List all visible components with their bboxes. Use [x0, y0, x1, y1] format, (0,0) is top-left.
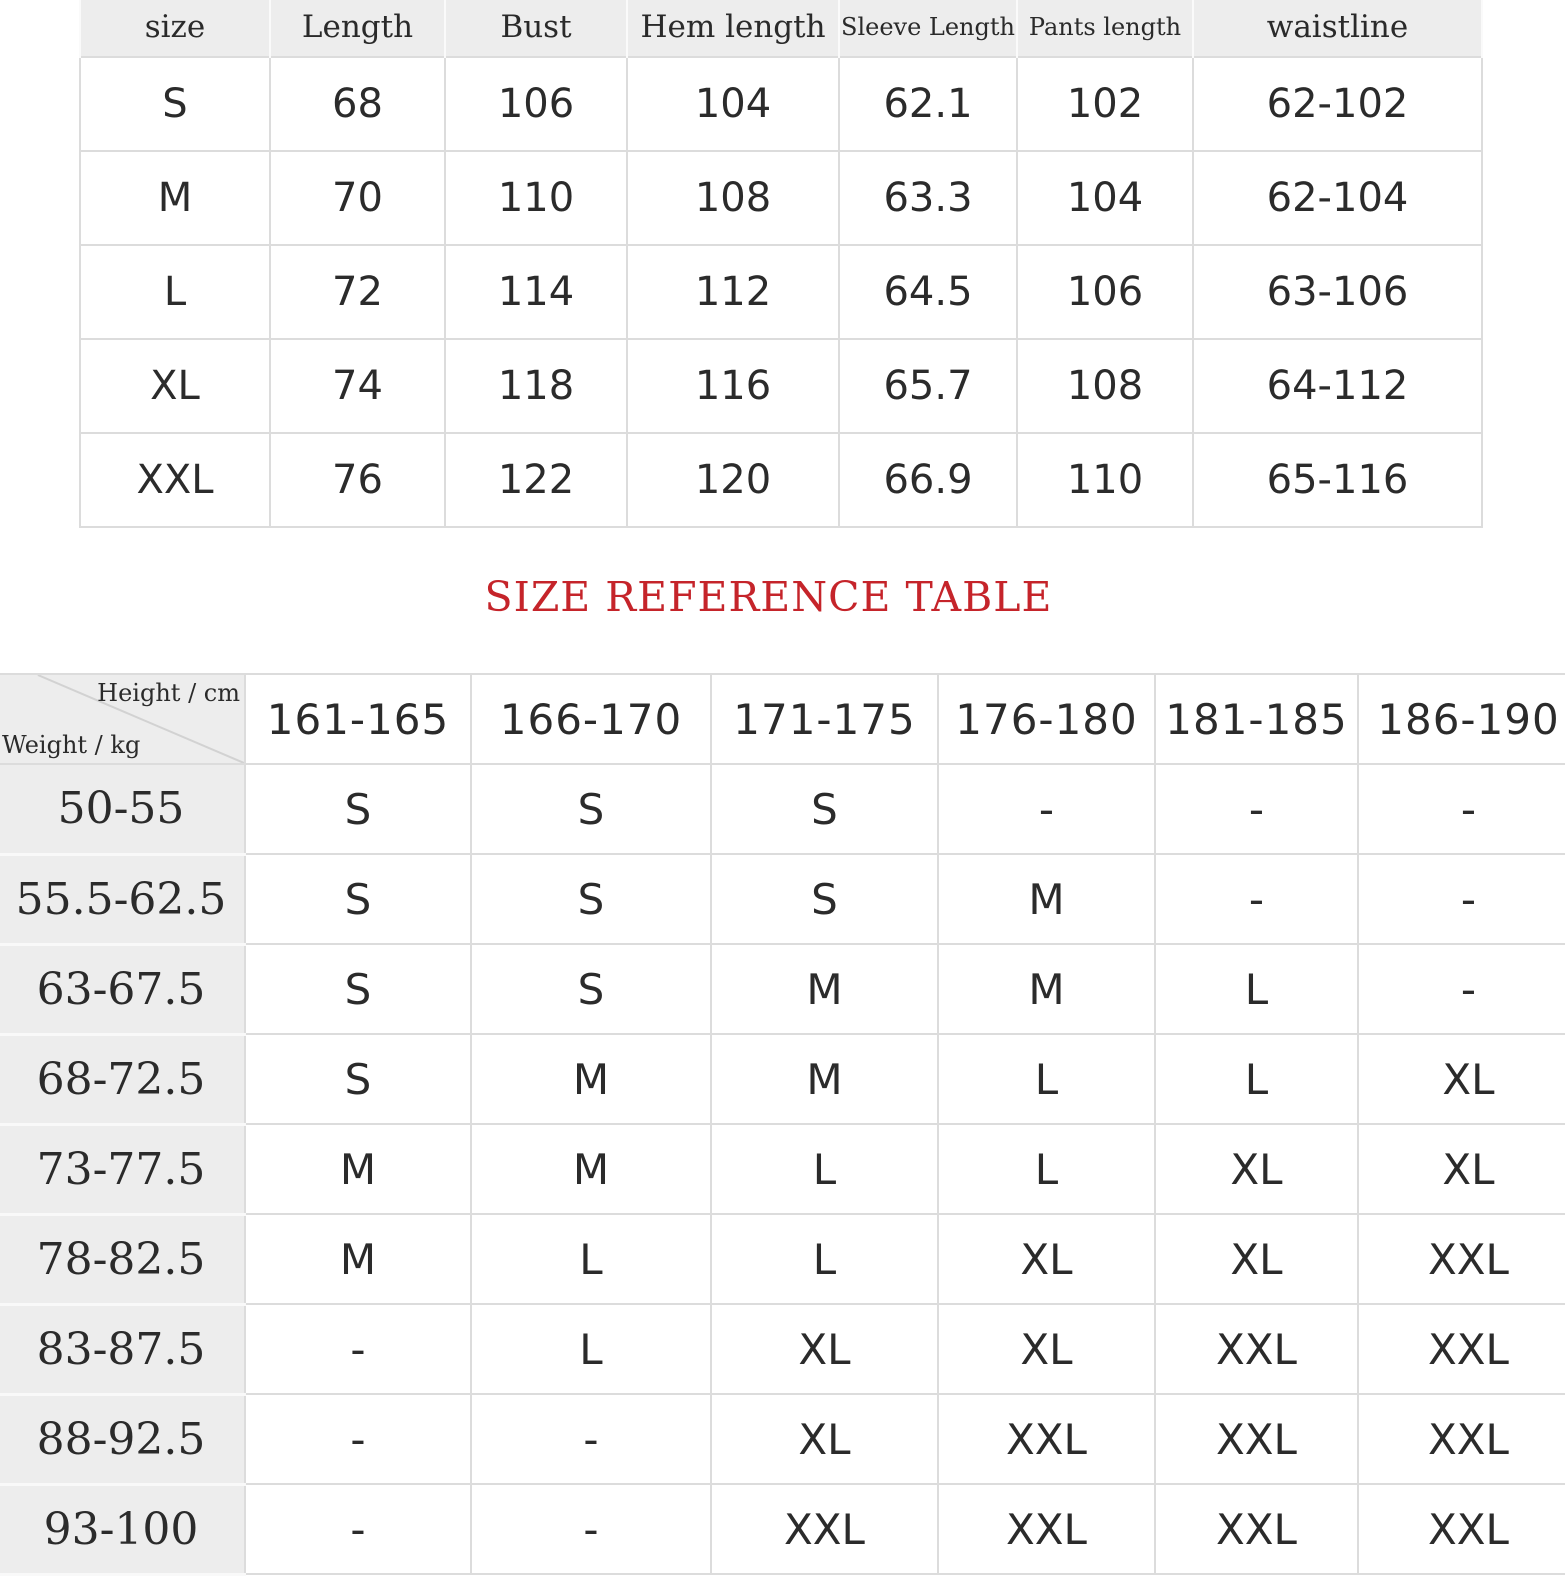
measurement-cell: 114 — [445, 245, 627, 339]
recommended-size-cell: M — [711, 944, 938, 1034]
measurement-row — [80, 339, 1482, 433]
corner-weight-label: Weight / kg — [2, 731, 141, 759]
measurement-header-row — [80, 0, 1482, 57]
measurement-cell: 68 — [270, 57, 445, 151]
measurement-cell: 62-104 — [1193, 151, 1482, 245]
weight-header: 93-100 — [0, 1484, 245, 1574]
recommended-size-cell: XL — [938, 1214, 1155, 1304]
reference-row — [0, 944, 1565, 1034]
measurement-row — [80, 433, 1482, 527]
recommended-size-cell: L — [711, 1214, 938, 1304]
measurement-cell: 74 — [270, 339, 445, 433]
recommended-size-cell: S — [471, 764, 711, 854]
weight-header: 73-77.5 — [0, 1124, 245, 1214]
corner-cell — [0, 674, 245, 764]
header-sleeve-length: Sleeve Length — [839, 0, 1017, 57]
measurement-row — [80, 57, 1482, 151]
recommended-size-cell: - — [471, 1394, 711, 1484]
size-cell: XL — [80, 339, 270, 433]
recommended-size-cell: L — [471, 1214, 711, 1304]
recommended-size-cell: XL — [1358, 1034, 1565, 1124]
recommended-size-cell: M — [938, 944, 1155, 1034]
recommended-size-cell: XL — [711, 1394, 938, 1484]
height-header: 171-175 — [711, 674, 938, 764]
measurement-cell: 104 — [627, 57, 839, 151]
weight-header: 83-87.5 — [0, 1304, 245, 1394]
reference-row — [0, 854, 1565, 944]
measurement-cell: 110 — [1017, 433, 1193, 527]
recommended-size-cell: - — [245, 1394, 471, 1484]
recommended-size-cell: XXL — [938, 1484, 1155, 1574]
height-header: 166-170 — [471, 674, 711, 764]
recommended-size-cell: - — [1358, 854, 1565, 944]
corner-height-label: Height / cm — [97, 679, 240, 707]
height-header: 181-185 — [1155, 674, 1358, 764]
recommended-size-cell: XL — [1358, 1124, 1565, 1214]
measurement-cell: 120 — [627, 433, 839, 527]
height-header: 176-180 — [938, 674, 1155, 764]
measurement-table — [79, 0, 1483, 528]
measurement-cell: 110 — [445, 151, 627, 245]
measurement-row — [80, 151, 1482, 245]
size-cell: S — [80, 57, 270, 151]
reference-row — [0, 1034, 1565, 1124]
recommended-size-cell: - — [938, 764, 1155, 854]
recommended-size-cell: - — [471, 1484, 711, 1574]
recommended-size-cell: XL — [711, 1304, 938, 1394]
recommended-size-cell: S — [245, 764, 471, 854]
measurement-cell: 106 — [1017, 245, 1193, 339]
recommended-size-cell: - — [1358, 764, 1565, 854]
recommended-size-cell: S — [245, 944, 471, 1034]
recommended-size-cell: XXL — [1358, 1484, 1565, 1574]
recommended-size-cell: XXL — [1155, 1304, 1358, 1394]
measurement-cell: 118 — [445, 339, 627, 433]
measurement-cell: 66.9 — [839, 433, 1017, 527]
measurement-cell: 64.5 — [839, 245, 1017, 339]
measurement-cell: 106 — [445, 57, 627, 151]
measurement-cell: 63-106 — [1193, 245, 1482, 339]
measurement-cell: 112 — [627, 245, 839, 339]
recommended-size-cell: - — [1358, 944, 1565, 1034]
size-reference-title: SIZE REFERENCE TABLE — [484, 573, 1053, 621]
measurement-cell: 76 — [270, 433, 445, 527]
weight-header: 78-82.5 — [0, 1214, 245, 1304]
recommended-size-cell: L — [1155, 1034, 1358, 1124]
recommended-size-cell: XL — [1155, 1124, 1358, 1214]
recommended-size-cell: - — [1155, 854, 1358, 944]
recommended-size-cell: XXL — [1155, 1394, 1358, 1484]
recommended-size-cell: - — [245, 1484, 471, 1574]
recommended-size-cell: S — [245, 1034, 471, 1124]
size-cell: M — [80, 151, 270, 245]
reference-row — [0, 1124, 1565, 1214]
reference-row — [0, 1214, 1565, 1304]
weight-header: 68-72.5 — [0, 1034, 245, 1124]
reference-row — [0, 764, 1565, 854]
recommended-size-cell: L — [711, 1124, 938, 1214]
recommended-size-cell: M — [245, 1124, 471, 1214]
size-cell: L — [80, 245, 270, 339]
recommended-size-cell: S — [471, 944, 711, 1034]
height-header: 186-190 — [1358, 674, 1565, 764]
header-hem-length: Hem length — [627, 0, 839, 57]
measurement-cell: 70 — [270, 151, 445, 245]
recommended-size-cell: M — [471, 1034, 711, 1124]
measurement-cell: 65.7 — [839, 339, 1017, 433]
measurement-cell: 116 — [627, 339, 839, 433]
measurement-cell: 64-112 — [1193, 339, 1482, 433]
recommended-size-cell: - — [1155, 764, 1358, 854]
header-length: Length — [270, 0, 445, 57]
recommended-size-cell: S — [245, 854, 471, 944]
recommended-size-cell: M — [711, 1034, 938, 1124]
measurement-cell: 72 — [270, 245, 445, 339]
measurement-cell: 108 — [1017, 339, 1193, 433]
recommended-size-cell: L — [938, 1034, 1155, 1124]
recommended-size-cell: XXL — [1358, 1214, 1565, 1304]
weight-header: 88-92.5 — [0, 1394, 245, 1484]
measurement-row — [80, 245, 1482, 339]
recommended-size-cell: XL — [938, 1304, 1155, 1394]
recommended-size-cell: XXL — [1155, 1484, 1358, 1574]
recommended-size-cell: L — [938, 1124, 1155, 1214]
header-size: size — [80, 0, 270, 57]
header-waistline: waistline — [1193, 0, 1482, 57]
recommended-size-cell: - — [245, 1304, 471, 1394]
measurement-cell: 62-102 — [1193, 57, 1482, 151]
measurement-cell: 108 — [627, 151, 839, 245]
reference-row — [0, 1304, 1565, 1394]
recommended-size-cell: XXL — [1358, 1304, 1565, 1394]
weight-header: 63-67.5 — [0, 944, 245, 1034]
recommended-size-cell: XXL — [1358, 1394, 1565, 1484]
size-cell: XXL — [80, 433, 270, 527]
measurement-cell: 104 — [1017, 151, 1193, 245]
measurement-cell: 122 — [445, 433, 627, 527]
recommended-size-cell: S — [711, 764, 938, 854]
reference-header-row — [0, 674, 1565, 764]
recommended-size-cell: XXL — [938, 1394, 1155, 1484]
recommended-size-cell: S — [471, 854, 711, 944]
reference-row — [0, 1394, 1565, 1484]
recommended-size-cell: M — [471, 1124, 711, 1214]
size-reference-table — [0, 673, 1565, 1576]
weight-header: 50-55 — [0, 764, 245, 854]
recommended-size-cell: XXL — [711, 1484, 938, 1574]
header-bust: Bust — [445, 0, 627, 57]
measurement-cell: 62.1 — [839, 57, 1017, 151]
recommended-size-cell: S — [711, 854, 938, 944]
measurement-cell: 65-116 — [1193, 433, 1482, 527]
header-pants-length: Pants length — [1017, 0, 1193, 57]
height-header: 161-165 — [245, 674, 471, 764]
measurement-cell: 63.3 — [839, 151, 1017, 245]
recommended-size-cell: L — [1155, 944, 1358, 1034]
recommended-size-cell: XL — [1155, 1214, 1358, 1304]
recommended-size-cell: M — [938, 854, 1155, 944]
weight-header: 55.5-62.5 — [0, 854, 245, 944]
reference-row — [0, 1484, 1565, 1574]
recommended-size-cell: M — [245, 1214, 471, 1304]
recommended-size-cell: L — [471, 1304, 711, 1394]
measurement-cell: 102 — [1017, 57, 1193, 151]
